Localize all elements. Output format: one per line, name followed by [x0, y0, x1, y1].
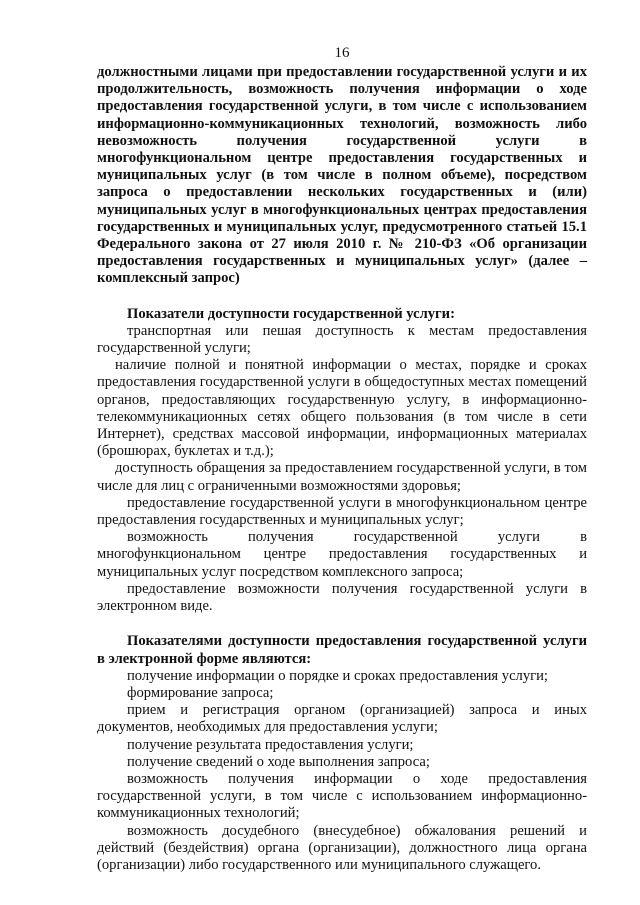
electronic-item-registration: прием и регистрация органом (организацией) запроса и иных документов, необходимых для предоставления услуги;	[97, 702, 587, 736]
electronic-item-progress-info: возможность получения информации о ходе предоставления государственной услуги, в том числе с использованием информационно-коммуникационных технологий;	[97, 770, 587, 822]
accessibility-item-transport: транспортная или пешая доступность к местам предоставления государственной услуги;	[97, 322, 587, 357]
intro-paragraph: должностными лицами при предоставлении государственной услуги и их продолжительность, возможность получения информации о ходе предоставления государственной услуги, в том числе с использованием информационно-коммуникационных технологий, возможность либо невозможность получения государственной услуги в многофункциональном центре предоставления государственных и муниципальных услуг (в том числе в полном объеме), посредством запроса о предоставлении нескольких государственных и (или) муниципальных услуг в многофункциональных центрах предоставления государственных и муниципальных услуг, предусмотренного статьей 15.1 Федерального закона от 27 июля 2010 г. № 210-ФЗ «Об организации предоставления государственных и муниципальных услуг» (далее – комплексный запрос)	[97, 64, 587, 287]
section-accessibility-heading: Показатели доступности государственной услуги:	[127, 305, 455, 322]
electronic-item-appeal: возможность досудебного (внесудебное) обжалования решений и действий (бездействия) органа (организации), должностного лица органа (организации) либо государственного или муниципального служащего.	[97, 822, 587, 873]
spacer	[97, 288, 587, 306]
accessibility-item-complex-request: возможность получения государственной услуги в многофункциональном центре предоставления государственных и муниципальных услуг посредством комплексного запроса;	[97, 529, 587, 580]
accessibility-item-information: наличие полной и понятной информации о местах, порядке и сроках предоставления государственной услуги в общедоступных местах помещений органов, предоставляющих государственную услугу, в информационно-телекоммуникационных сетях общего пользования (в том числе в сети Интернет), средствах массовой информации, информационных материалах (брошюрах, буклетах и т.д.);	[97, 357, 587, 460]
document-page	[97, 44, 587, 874]
accessibility-item-electronic: предоставление возможности получения государственной услуги в электронном виде.	[97, 580, 587, 615]
section-electronic-heading: Показателями доступности предоставления государственной услуги в электронной форме являются:	[97, 633, 587, 667]
electronic-item-result: получение результата предоставления услуги;	[127, 736, 414, 753]
accessibility-item-mfc: предоставление государственной услуги в многофункциональном центре предоставления государственных и муниципальных услуг;	[97, 494, 587, 529]
spacer	[97, 615, 587, 633]
accessibility-item-access: доступность обращения за предоставлением государственной услуги, в том числе для лиц с ограниченными возможностями здоровья;	[97, 460, 587, 494]
electronic-item-request-form: формирование запроса;	[127, 684, 274, 701]
page-number: 16	[334, 45, 350, 61]
electronic-item-info: получение информации о порядке и сроках предоставления услуги;	[127, 667, 548, 684]
electronic-item-status: получение сведений о ходе выполнения запроса;	[127, 753, 430, 770]
